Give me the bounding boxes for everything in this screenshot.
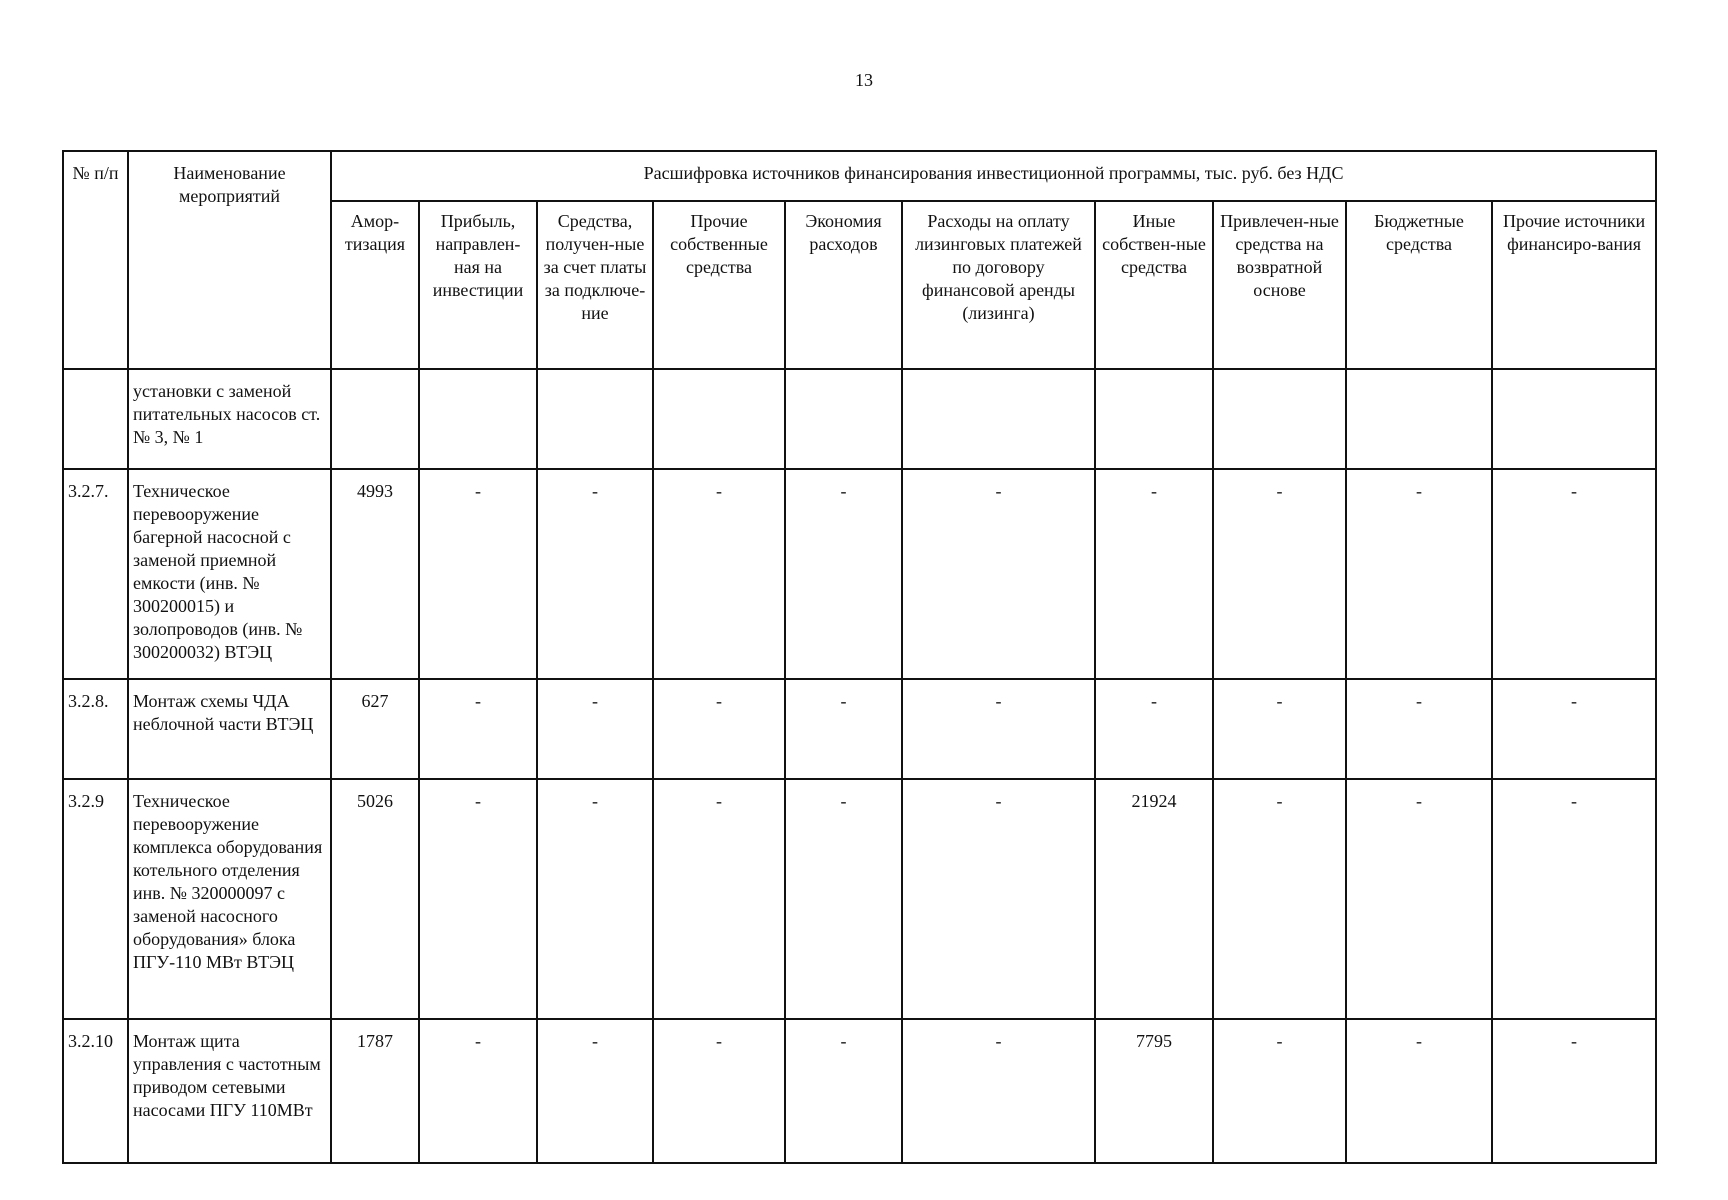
row-value: - xyxy=(537,1019,653,1163)
table-row xyxy=(63,779,1656,1019)
row-value: - xyxy=(419,1019,537,1163)
row-number: 3.2.9 xyxy=(63,779,128,1019)
row-name: Техническое перевооружение комплекса оборудования котельного отделения инв. № 320000097 с заменой насосного оборудования» блока ПГУ-110 МВт ВТЭЦ xyxy=(128,779,331,1019)
row-value: - xyxy=(537,469,653,679)
row-value: - xyxy=(1213,469,1346,679)
row-number: 3.2.8. xyxy=(63,679,128,779)
row-value: - xyxy=(1095,679,1213,779)
row-value: 7795 xyxy=(1095,1019,1213,1163)
row-value: - xyxy=(1346,469,1492,679)
header-source: Расходы на оплату лизинговых платежей по договору финансовой аренды (лизинга) xyxy=(902,201,1095,369)
row-value: 4993 xyxy=(331,469,419,679)
row-value xyxy=(785,369,902,469)
row-value: - xyxy=(1492,779,1656,1019)
table-row xyxy=(63,1019,1656,1163)
header-name: Наименование мероприятий xyxy=(128,151,331,369)
header-num: № п/п xyxy=(63,151,128,369)
row-name: Техническое перевооружение багерной насосной с заменой приемной емкости (инв. № 300200015) и золопроводов (инв. № 300200032) ВТЭЦ xyxy=(128,469,331,679)
row-value: 627 xyxy=(331,679,419,779)
header-source: Прочие собственные средства xyxy=(653,201,785,369)
header-source: Прибыль, направлен-ная на инвестиции xyxy=(419,201,537,369)
row-value: - xyxy=(419,469,537,679)
row-name: установки с заменой питательных насосов ст. № 3, № 1 xyxy=(128,369,331,469)
row-value xyxy=(902,369,1095,469)
financing-table xyxy=(62,150,1657,1164)
row-value xyxy=(419,369,537,469)
row-number: 3.2.10 xyxy=(63,1019,128,1163)
row-value: - xyxy=(785,679,902,779)
row-value: - xyxy=(785,469,902,679)
row-value: - xyxy=(902,469,1095,679)
row-value: - xyxy=(653,1019,785,1163)
row-value: - xyxy=(1213,1019,1346,1163)
row-value: - xyxy=(785,1019,902,1163)
row-value: - xyxy=(419,679,537,779)
row-value: - xyxy=(1492,469,1656,679)
row-value: - xyxy=(1492,1019,1656,1163)
row-value xyxy=(1213,369,1346,469)
row-value: - xyxy=(653,469,785,679)
row-value: - xyxy=(1492,679,1656,779)
row-value xyxy=(653,369,785,469)
row-value: - xyxy=(653,679,785,779)
row-number xyxy=(63,369,128,469)
header-source: Привлечен-ные средства на возвратной основе xyxy=(1213,201,1346,369)
row-value: - xyxy=(653,779,785,1019)
header-source: Прочие источники финансиро-вания xyxy=(1492,201,1656,369)
header-source: Бюджетные средства xyxy=(1346,201,1492,369)
row-value: - xyxy=(785,779,902,1019)
row-name: Монтаж схемы ЧДА неблочной части ВТЭЦ xyxy=(128,679,331,779)
table-row xyxy=(63,369,1656,469)
row-value: - xyxy=(902,1019,1095,1163)
row-name: Монтаж щита управления с частотным приводом сетевыми насосами ПГУ 110МВт xyxy=(128,1019,331,1163)
row-value: - xyxy=(1095,469,1213,679)
row-value xyxy=(1346,369,1492,469)
page-number: 13 xyxy=(855,70,873,90)
row-value: 1787 xyxy=(331,1019,419,1163)
row-value xyxy=(1095,369,1213,469)
row-value: - xyxy=(902,679,1095,779)
header-group-title: Расшифровка источников финансирования инвестиционной программы, тыс. руб. без НДС xyxy=(331,151,1656,201)
row-value: - xyxy=(902,779,1095,1019)
header-source: Средства, получен-ные за счет платы за подключе-ние xyxy=(537,201,653,369)
row-value xyxy=(1492,369,1656,469)
row-value: 21924 xyxy=(1095,779,1213,1019)
row-value: - xyxy=(1213,679,1346,779)
row-value: - xyxy=(537,679,653,779)
row-value xyxy=(331,369,419,469)
table-row xyxy=(63,469,1656,679)
row-number: 3.2.7. xyxy=(63,469,128,679)
row-value: 5026 xyxy=(331,779,419,1019)
row-value: - xyxy=(1346,679,1492,779)
row-value: - xyxy=(1213,779,1346,1019)
header-source: Экономия расходов xyxy=(785,201,902,369)
row-value: - xyxy=(1346,779,1492,1019)
row-value: - xyxy=(1346,1019,1492,1163)
header-source: Амор-тизация xyxy=(331,201,419,369)
row-value: - xyxy=(537,779,653,1019)
row-value: - xyxy=(419,779,537,1019)
header-source: Иные собствен-ные средства xyxy=(1095,201,1213,369)
table-row xyxy=(63,679,1656,779)
row-value xyxy=(537,369,653,469)
